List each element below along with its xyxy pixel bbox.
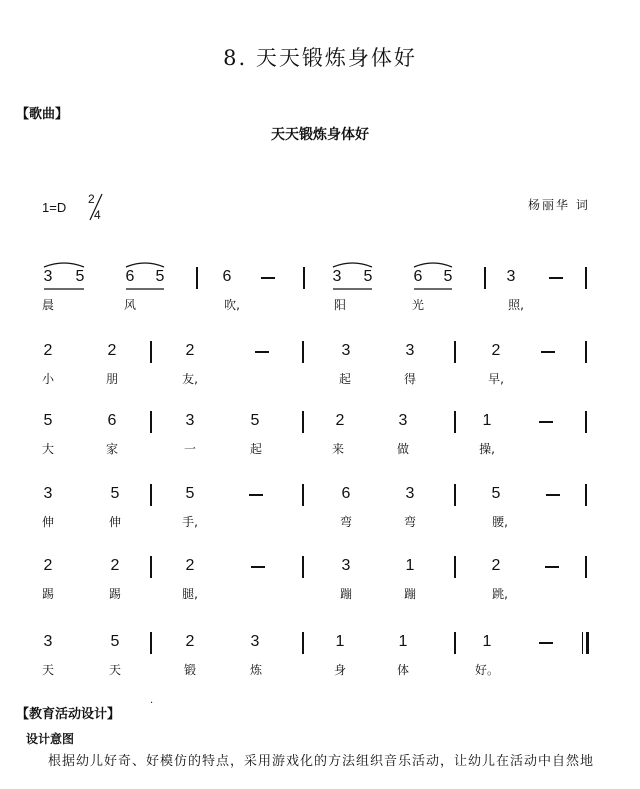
lyric-syllable: 晨 <box>41 298 55 312</box>
note: 5 <box>43 412 53 429</box>
note: 5 <box>363 268 373 285</box>
note: 3 <box>250 633 260 650</box>
lyric-syllable: 伸 <box>108 515 122 529</box>
lyric-syllable: 天 <box>41 663 55 677</box>
lyric-syllable: 操, <box>479 442 495 456</box>
note: 5 <box>155 268 165 285</box>
note: 5 <box>250 412 260 429</box>
note: 5 <box>443 268 453 285</box>
note: 5 <box>185 485 195 502</box>
stray-dot: · <box>150 698 154 709</box>
note: 3 <box>43 268 53 285</box>
note: 2 <box>491 342 501 359</box>
lyric-syllable: 吹, <box>224 298 240 312</box>
note: 3 <box>398 412 408 429</box>
note: 5 <box>75 268 85 285</box>
lyric-syllable: 体 <box>396 663 410 677</box>
lyric-syllable: 身 <box>333 663 347 677</box>
lyric-syllable: 得 <box>403 372 417 386</box>
note: 1 <box>335 633 345 650</box>
lyric-syllable: 朋 <box>105 372 119 386</box>
note: 2 <box>43 557 53 574</box>
lyric-syllable: 蹦 <box>403 587 417 601</box>
lyric-syllable: 一 <box>183 442 197 456</box>
note: 1 <box>405 557 415 574</box>
lyric-syllable: 踢 <box>41 587 55 601</box>
lyric-syllable: 做 <box>396 442 410 456</box>
lyric-syllable: 腰, <box>492 515 508 529</box>
note: 6 <box>413 268 423 285</box>
body-paragraph: 根据幼儿好奇、好模仿的特点，采用游戏化的方法组织音乐活动，让幼儿在活动中自然地 <box>48 754 595 769</box>
note: 3 <box>341 342 351 359</box>
note: 3 <box>405 485 415 502</box>
note: 3 <box>185 412 195 429</box>
time-sig-bottom: 4 <box>94 208 101 222</box>
design-heading: 设计意图 <box>26 732 75 746</box>
lyric-syllable: 伸 <box>41 515 55 529</box>
lyric-syllable: 小 <box>41 372 55 386</box>
lyric-syllable: 炼 <box>249 663 263 677</box>
lyric-syllable: 腿, <box>182 587 198 601</box>
note: 1 <box>482 412 492 429</box>
slur-arc <box>126 263 164 267</box>
note: 2 <box>185 342 195 359</box>
slur-arc <box>333 263 372 267</box>
lyric-syllable: 起 <box>338 372 352 386</box>
note: 5 <box>110 633 120 650</box>
lyric-syllable: 照, <box>508 298 524 312</box>
note: 6 <box>222 268 232 285</box>
section-song-label: 【歌曲】 <box>16 107 69 122</box>
slur-arc <box>414 263 452 267</box>
lyric-syllable: 风 <box>123 298 137 312</box>
note: 6 <box>107 412 117 429</box>
note: 3 <box>405 342 415 359</box>
note: 5 <box>491 485 501 502</box>
key-signature: 1=D <box>42 200 67 215</box>
lyric-syllable: 起 <box>249 442 263 456</box>
note: 3 <box>43 633 53 650</box>
lyricist: 杨丽华 词 <box>528 198 590 212</box>
note: 2 <box>185 557 195 574</box>
note: 2 <box>43 342 53 359</box>
note: 2 <box>335 412 345 429</box>
lyric-syllable: 来 <box>331 442 345 456</box>
note: 2 <box>491 557 501 574</box>
note: 1 <box>482 633 492 650</box>
lyric-syllable: 好。 <box>474 663 500 677</box>
lyric-syllable: 光 <box>411 298 425 312</box>
time-sig-top: 2 <box>88 192 95 206</box>
lyric-syllable: 手, <box>182 515 198 529</box>
note: 1 <box>398 633 408 650</box>
note: 3 <box>43 485 53 502</box>
lyric-syllable: 大 <box>41 442 55 456</box>
note: 2 <box>185 633 195 650</box>
lyric-syllable: 天 <box>108 663 122 677</box>
lyric-syllable: 踢 <box>108 587 122 601</box>
lyric-syllable: 跳, <box>492 587 508 601</box>
note: 3 <box>506 268 516 285</box>
note: 2 <box>110 557 120 574</box>
page-title: 8. 天天锻炼身体好 <box>223 46 417 70</box>
lyric-syllable: 弯 <box>403 515 417 529</box>
lyric-syllable: 友, <box>182 372 198 386</box>
note: 3 <box>341 557 351 574</box>
lyric-syllable: 阳 <box>333 298 347 312</box>
lyric-syllable: 家 <box>105 442 119 456</box>
slur-arc <box>44 263 84 267</box>
note: 5 <box>110 485 120 502</box>
note: 6 <box>125 268 135 285</box>
lyric-syllable: 早, <box>488 372 504 386</box>
lyric-syllable: 锻 <box>183 663 197 677</box>
song-title: 天天锻炼身体好 <box>271 127 369 143</box>
note: 2 <box>107 342 117 359</box>
section-edu-label: 【教育活动设计】 <box>16 707 121 722</box>
lyric-syllable: 弯 <box>339 515 353 529</box>
lyric-syllable: 蹦 <box>339 587 353 601</box>
note: 3 <box>332 268 342 285</box>
note: 6 <box>341 485 351 502</box>
